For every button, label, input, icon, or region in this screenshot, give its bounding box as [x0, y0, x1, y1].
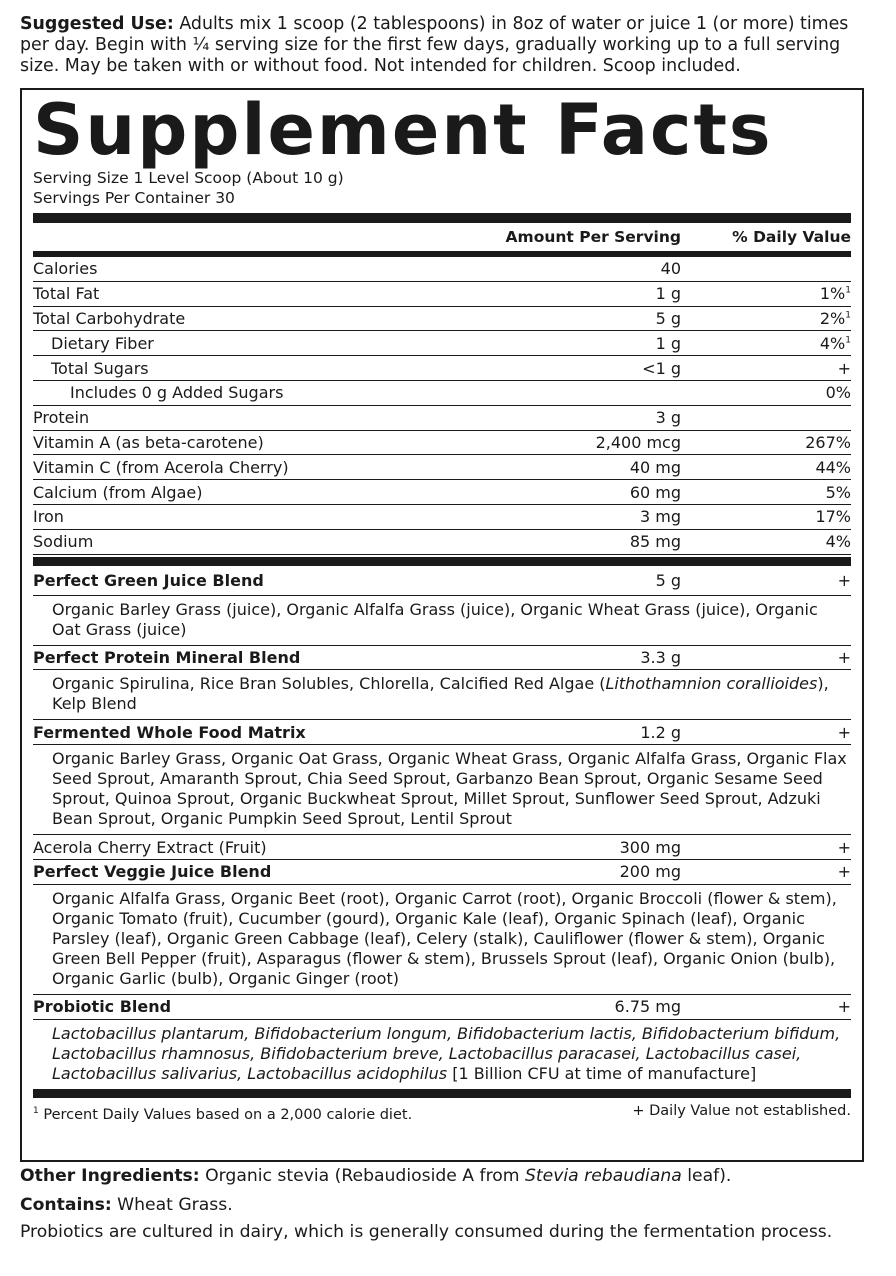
- blend-amount: 1.2 g: [640, 722, 681, 742]
- blend-row: [33, 995, 851, 1020]
- blend-dv: +: [837, 862, 851, 882]
- blend-description: Lactobacillus plantarum, Bifidobacterium longum, Bifidobacterium lactis, Bifidobacterium bifidum, Lactobacillus rhamnosus, Bifidobacterium breve, Lactobacillus paracasei, Lactobacillus casei, Lactobacillus salivarius, Lactobacillus acidophilus [1 Billion CFU at time of manufacture]: [52, 1023, 841, 1083]
- nutrient-row: [33, 530, 851, 555]
- blend-dv: +: [837, 722, 851, 742]
- nutrient-list: [33, 257, 851, 555]
- nutrient-dv: 4%$^1$: [819, 333, 851, 353]
- blend-dv: +: [837, 997, 851, 1017]
- other-ingredients-label: Other Ingredients:: [20, 1166, 200, 1186]
- blend-description: Organic Barley Grass, Organic Oat Grass, Organic Wheat Grass, Organic Alfalfa Grass, Organic Flax Seed Sprout, Amaranth Sprout, Chia Seed Sprout, Garbanzo Bean Sprout, Organic Sesame Seed Sprout, Quinoa Sprout, Organic Buckwheat Sprout, Millet Sprout, Sunflower Seed Sprout, Adzuki Bean Sprout, Organic Pumpkin Seed Sprout, Lentil Sprout: [33, 745, 851, 835]
- nutrient-dv: 0%: [825, 383, 851, 403]
- nutrient-amount: 60 mg: [629, 482, 681, 502]
- ingredient-amount: 300 mg: [619, 837, 681, 857]
- footnote-left: $^1$ Percent Daily Values based on a 2,000 calorie diet.: [33, 1105, 413, 1123]
- amount-header: Amount Per Serving: [505, 228, 681, 246]
- nutrient-dv: +: [837, 358, 851, 378]
- nutrient-name: Total Fat: [33, 284, 100, 304]
- column-header: [33, 223, 851, 251]
- nutrient-amount: 1 g: [655, 284, 681, 304]
- blend-name: Perfect Veggie Juice Blend: [33, 862, 272, 882]
- suggested-use-text: Adults mix 1 scoop (2 tablespoons) in 8oz of water or juice 1 (or more) times per day. Begin with ¼ serving size for the first few days, gradually working up to a full serving size. May be taken with or without food. Not intended for children. Scoop included.: [20, 14, 849, 76]
- nutrient-dv: 4%: [825, 532, 851, 552]
- nutrient-row: [33, 480, 851, 505]
- thick-divider: [33, 1089, 851, 1098]
- nutrient-row: [33, 331, 851, 356]
- nutrient-name: Dietary Fiber: [51, 333, 154, 353]
- blend-row: [33, 646, 851, 671]
- nutrient-row: [33, 257, 851, 282]
- nutrient-dv: 44%: [815, 457, 851, 477]
- blend-amount: 6.75 mg: [614, 997, 681, 1017]
- thick-divider: [33, 213, 851, 223]
- suggested-use-label: Suggested Use:: [20, 14, 174, 34]
- serving-size: Serving Size 1 Level Scoop (About 10 g): [33, 169, 344, 187]
- servings-per-container: Servings Per Container 30: [33, 189, 235, 207]
- ingredient-name: Acerola Cherry Extract (Fruit): [33, 837, 267, 857]
- nutrient-name: Total Carbohydrate: [33, 308, 186, 328]
- contains: Contains: Wheat Grass.: [20, 1195, 233, 1215]
- nutrient-amount: 85 mg: [629, 532, 681, 552]
- blend-row: [33, 860, 851, 885]
- nutrient-amount: 40: [660, 259, 681, 279]
- nutrient-row: [33, 381, 851, 406]
- nutrient-dv: 267%: [805, 432, 851, 452]
- nutrient-amount: 1 g: [655, 333, 681, 353]
- ingredient-row: [33, 835, 851, 860]
- nutrient-row: [33, 431, 851, 456]
- nutrient-row: [33, 406, 851, 431]
- nutrient-name: Includes 0 g Added Sugars: [70, 383, 284, 403]
- blend-dv: +: [837, 570, 851, 590]
- blend-name: Perfect Protein Mineral Blend: [33, 647, 301, 667]
- suggested-use: [20, 14, 876, 77]
- blend-amount: 3.3 g: [640, 647, 681, 667]
- blend-name: Probiotic Blend: [33, 997, 172, 1017]
- nutrient-row: [33, 356, 851, 381]
- blend-row: [33, 720, 851, 745]
- nutrient-row: [33, 282, 851, 307]
- blend-dv: +: [837, 647, 851, 667]
- blend-description: Organic Spirulina, Rice Bran Solubles, Chlorella, Calcified Red Algae (Lithothamnion corallioides), Kelp Blend: [33, 670, 851, 720]
- panel-title: Supplement Facts: [33, 89, 773, 171]
- nutrient-name: Calories: [33, 259, 98, 279]
- nutrient-amount: 40 mg: [629, 457, 681, 477]
- nutrient-name: Total Sugars: [51, 358, 149, 378]
- nutrient-amount: 3 mg: [639, 507, 681, 527]
- blend-name: Perfect Green Juice Blend: [33, 570, 264, 590]
- blend-name: Fermented Whole Food Matrix: [33, 722, 306, 742]
- thick-divider: [33, 557, 851, 566]
- nutrient-name: Vitamin C (from Acerola Cherry): [33, 457, 289, 477]
- other-ingredients: Other Ingredients: Organic stevia (Rebaudioside A from Stevia rebaudiana leaf).: [20, 1166, 732, 1186]
- footnote: [33, 1101, 851, 1125]
- nutrient-amount: 3 g: [655, 408, 681, 428]
- blend-row: [33, 566, 851, 596]
- nutrient-name: Sodium: [33, 532, 94, 552]
- footnote-right: + Daily Value not established.: [632, 1102, 851, 1119]
- nutrient-row: [33, 307, 851, 332]
- contains-label: Contains:: [20, 1195, 112, 1215]
- nutrient-amount: <1 g: [642, 358, 681, 378]
- nutrient-name: Vitamin A (as beta-carotene): [33, 432, 264, 452]
- nutrient-dv: 1%$^1$: [819, 284, 851, 304]
- nutrient-dv: 17%: [815, 507, 851, 527]
- nutrient-name: Protein: [33, 408, 90, 428]
- nutrient-row: [33, 505, 851, 530]
- nutrient-dv: 2%$^1$: [819, 308, 851, 328]
- nutrient-amount: 5 g: [655, 308, 681, 328]
- nutrient-dv: 5%: [825, 482, 851, 502]
- nutrient-name: Iron: [33, 507, 64, 527]
- dv-header: % Daily Value: [732, 228, 851, 246]
- probiotics-note: Probiotics are cultured in dairy, which is generally consumed during the fermentation process.: [20, 1222, 833, 1242]
- supplement-facts-panel: [20, 88, 864, 1162]
- blend-amount: 200 mg: [619, 862, 681, 882]
- nutrient-name: Calcium (from Algae): [33, 482, 203, 502]
- nutrient-row: [33, 455, 851, 480]
- nutrient-amount: 2,400 mcg: [595, 432, 681, 452]
- ingredient-dv: +: [837, 837, 851, 857]
- blend-amount: 5 g: [655, 570, 681, 590]
- blend-description: Organic Barley Grass (juice), Organic Alfalfa Grass (juice), Organic Wheat Grass (juice), Organic Oat Grass (juice): [33, 595, 851, 646]
- blend-description: Organic Alfalfa Grass, Organic Beet (root), Organic Carrot (root), Organic Broccoli (flower & stem), Organic Tomato (fruit), Cucumber (gourd), Organic Kale (leaf), Organic Spinach (leaf), Organic Parsley (leaf), Organic Green Cabbage (leaf), Celery (stalk), Cauliflower (flower & stem), Organic Green Bell Pepper (fruit), Asparagus (flower & stem), Brussels Sprout (leaf), Organic Onion (bulb), Organic Garlic (bulb), Organic Ginger (root): [33, 885, 851, 995]
